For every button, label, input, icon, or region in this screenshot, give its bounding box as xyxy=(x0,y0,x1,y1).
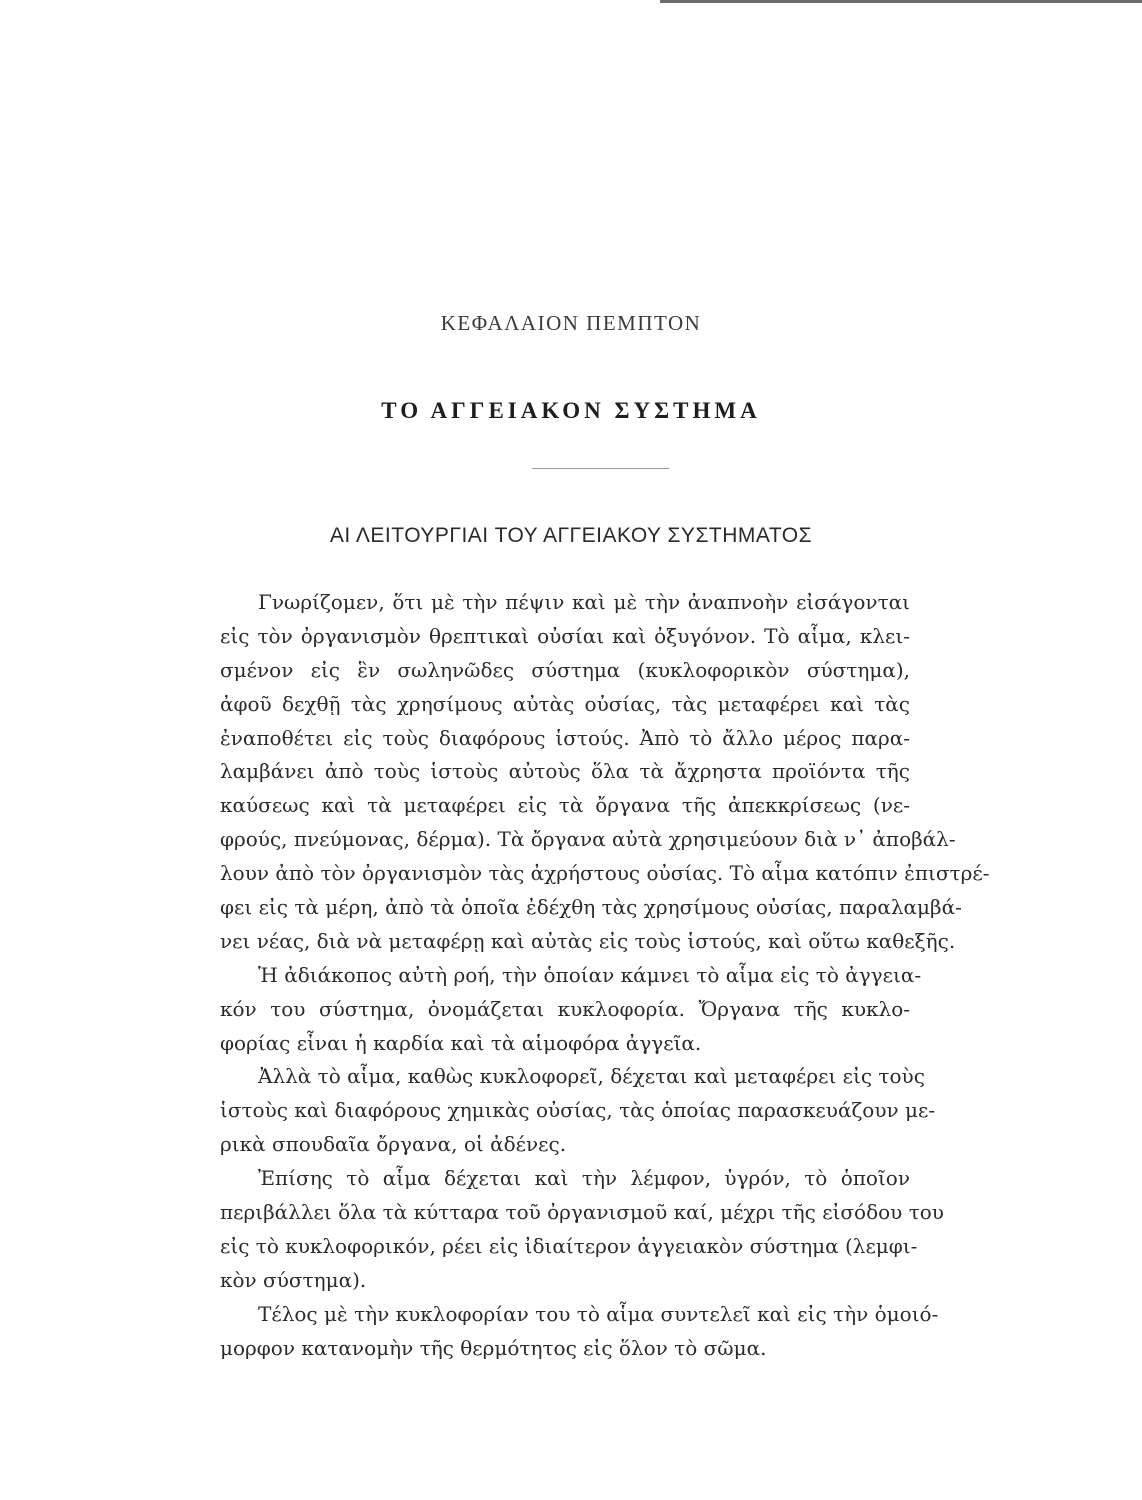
text-line: μορφον κατανομὴν τῆς θερμότητος εἰς ὅλον τὸ σῶμα. xyxy=(220,1335,767,1360)
text-line: σμένον εἰς ἓν σωληνῶδες σύστημα (κυκλοφορικὸν σύστημα), xyxy=(220,657,910,682)
top-edge-rule xyxy=(660,0,1142,3)
text-line: κόν του σύστημα, ὀνομάζεται κυκλοφορία. Ὄργανα τῆς κυκλο- xyxy=(220,996,910,1021)
chapter-label: ΚΕΦΑΛΑΙΟΝ ΠΕΜΠΤΟΝ xyxy=(440,311,702,335)
text-line: καύσεως καὶ τὰ μεταφέρει εἰς τὰ ὄργανα τῆς ἀπεκκρίσεως (νε- xyxy=(220,793,910,818)
text-line: εἰς τὸν ὀργανισμὸν θρεπτικαὶ οὐσίαι καὶ ὀξυγόνον. Τὸ αἷμα, κλει- xyxy=(220,623,910,648)
text-line: Γνωρίζομεν, ὅτι μὲ τὴν πέψιν καὶ μὲ τὴν ἀναπνοὴν εἰσάγονται xyxy=(258,590,910,614)
text-line: λουν ἀπὸ τὸν ὀργανισμὸν τὰς ἀχρήστους οὐσίας. Τὸ αἷμα κατόπιν ἐπιστρέ- xyxy=(220,861,990,886)
text-line: ἀφοῦ δεχθῇ τὰς χρησίμους αὐτὰς οὐσίας, τὰς μεταφέρει καὶ τὰς xyxy=(220,691,910,716)
text-line: Ἀλλὰ τὸ αἷμα, καθὼς κυκλοφορεῖ, δέχεται καὶ μεταφέρει εἰς τοὺς xyxy=(258,1064,925,1089)
text-line: φρούς, πνεύμονας, δέρμα). Τὰ ὄργανα αὐτὰ χρησιμεύουν διὰ ν᾿ ἀποβάλ- xyxy=(220,827,956,852)
text-line: φει εἰς τὰ μέρη, ἀπὸ τὰ ὁποῖα ἐδέχθη τὰς χρησίμους οὐσίας, παραλαμβά- xyxy=(220,895,962,920)
text-line: λαμβάνει ἀπὸ τοὺς ἱστοὺς αὐτοὺς ὅλα τὰ ἄχρηστα προϊόντα τῆς xyxy=(220,759,910,784)
text-line: νει νέας, διὰ νὰ μεταφέρῃ καὶ αὐτὰς εἰς τοὺς ἱστούς, καὶ οὕτω καθεξῆς. xyxy=(220,928,956,953)
section-title: ΑΙ ΛΕΙΤΟΥΡΓΙΑΙ ΤΟΥ ΑΓΓΕΙΑΚΟΥ ΣΥΣΤΗΜΑΤΟΣ xyxy=(329,524,813,547)
chapter-title: ΤΟ ΑΓΓΕΙΑΚΟΝ ΣΥΣΤΗΜΑ xyxy=(381,398,761,423)
text-line: εἰς τὸ κυκλοφορικόν, ρέει εἰς ἰδιαίτερον ἀγγειακὸν σύστημα (λεμφι- xyxy=(220,1233,918,1258)
text-line: ἱστοὺς καὶ διαφόρους χημικὰς οὐσίας, τὰς ὁποίας παρασκευάζουν με- xyxy=(220,1098,936,1123)
body-text xyxy=(220,586,990,1365)
text-line: Ἐπίσης τὸ αἷμα δέχεται καὶ τὴν λέμφον, ὑγρόν, τὸ ὁποῖον xyxy=(258,1166,910,1191)
title-divider xyxy=(532,468,669,469)
text-line: ἐναποθέτει εἰς τοὺς διαφόρους ἱστούς. Ἀπὸ τὸ ἄλλο μέρος παρα- xyxy=(220,725,910,750)
text-line: περιβάλλει ὅλα τὰ κύτταρα τοῦ ὀργανισμοῦ καί, μέχρι τῆς εἰσόδου του xyxy=(220,1200,944,1225)
text-line: Ἡ ἀδιάκοπος αὐτὴ ροή, τὴν ὁποίαν κάμνει τὸ αἷμα εἰς τὸ ἀγγεια- xyxy=(258,962,922,987)
text-line: κὸν σύστημα). xyxy=(220,1267,367,1292)
text-line: ρικὰ σπουδαῖα ὄργανα, οἱ ἀδένες. xyxy=(220,1132,567,1157)
text-line: Τέλος μὲ τὴν κυκλοφορίαν του τὸ αἷμα συντελεῖ καὶ εἰς τὴν ὁμοιό- xyxy=(258,1301,939,1326)
text-line: φορίας εἶναι ἡ καρδία καὶ τὰ αἱμοφόρα ἀγγεῖα. xyxy=(220,1030,702,1055)
